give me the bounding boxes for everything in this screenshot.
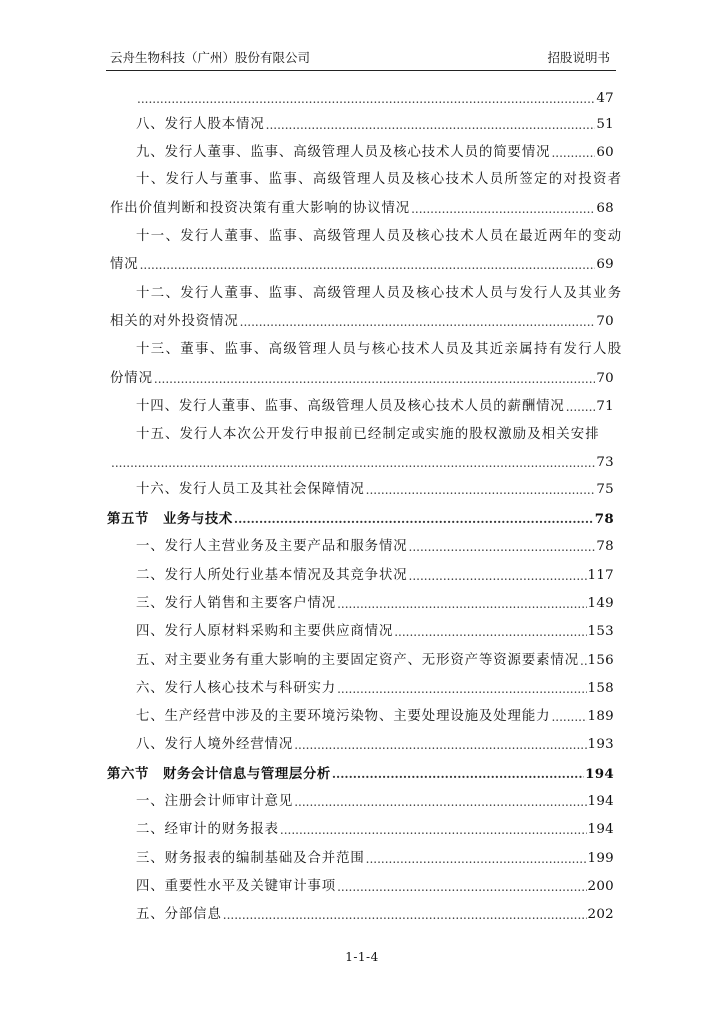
toc-entry-title: 七、生产经营中涉及的主要环境污染物、主要处理设施及处理能力 — [136, 709, 551, 724]
toc-entry[interactable] — [110, 621, 614, 641]
dot-leader — [332, 765, 584, 783]
toc-entry-title: 三、发行人销售和主要客户情况 — [136, 596, 337, 611]
dot-leader — [280, 821, 587, 839]
toc-page-number: 153 — [587, 624, 614, 639]
page-number-footer: 1-1-4 — [345, 950, 379, 964]
toc-entry[interactable] — [110, 169, 623, 189]
toc-entry-title: 五、分部信息 — [136, 907, 222, 922]
toc-entry-title-line2: 相关的对外投资情况 — [110, 314, 239, 329]
toc-entry[interactable] — [110, 876, 614, 896]
toc-page-number: 73 — [596, 455, 614, 470]
toc-entry-title: 五、对主要业务有重大影响的主要固定资产、无形资产等资源要素情况 — [136, 653, 580, 668]
toc-entry[interactable] — [110, 593, 614, 613]
toc-section-title: 第五节 业务与技术 — [107, 511, 233, 527]
toc-page-number: 69 — [596, 257, 614, 272]
toc-entry-title: 四、重要性水平及关键审计事项 — [136, 879, 337, 894]
toc-entry-title: 六、发行人核心技术与科研实力 — [136, 681, 337, 696]
toc-entry[interactable] — [110, 678, 614, 698]
toc-entry-title: 四、发行人原材料采购和主要供应商情况 — [136, 624, 394, 639]
toc-page-number: 193 — [587, 737, 614, 752]
dot-leader — [366, 850, 587, 868]
dot-leader — [337, 878, 586, 896]
toc-entry-continuation[interactable] — [110, 88, 614, 108]
toc-page-number: 199 — [587, 851, 614, 866]
toc-page-number: 78 — [594, 511, 614, 527]
header-document-type: 招股说明书 — [547, 50, 610, 65]
toc-page-number: 202 — [587, 907, 614, 922]
toc-entry-title-line1: 十、发行人与董事、监事、高级管理人员及核心技术人员所签定的对投资者 — [136, 172, 623, 187]
toc-entry[interactable] — [110, 142, 614, 162]
dot-leader — [394, 623, 586, 641]
toc-entry-title-line1: 十三、董事、监事、高级管理人员与核心技术人员及其近亲属持有发行人股 — [136, 342, 623, 357]
toc-entry[interactable] — [110, 848, 614, 868]
header-company-name: 云舟生物科技（广州）股份有限公司 — [110, 50, 311, 65]
dot-leader — [411, 200, 595, 218]
dot-leader — [337, 680, 586, 698]
dot-leader — [551, 144, 595, 162]
toc-page-number: 117 — [587, 568, 614, 583]
toc-entry-title-line2: 份情况 — [110, 371, 153, 386]
dot-leader — [234, 510, 594, 528]
toc-section-title: 第六节 财务会计信息与管理层分析 — [107, 766, 331, 782]
dot-leader — [409, 567, 587, 585]
toc-entry[interactable] — [110, 226, 623, 246]
dot-leader — [409, 538, 596, 556]
toc-entry-title: 三、财务报表的编制基础及合并范围 — [136, 851, 365, 866]
dot-leader — [137, 90, 595, 108]
toc-entry[interactable] — [110, 339, 623, 359]
toc-page-number: 189 — [587, 709, 614, 724]
dot-leader — [223, 906, 587, 924]
dot-leader — [154, 370, 595, 388]
toc-entry-continued[interactable] — [110, 254, 614, 274]
toc-page-number: 70 — [596, 314, 614, 329]
toc-entry-title: 十六、发行人员工及其社会保障情况 — [136, 482, 365, 497]
toc-entry-title: 二、发行人所处行业基本情况及其竞争状况 — [136, 568, 408, 583]
toc-page-number: 78 — [596, 539, 614, 554]
dot-leader — [566, 398, 596, 416]
toc-entry-title-line2: 作出价值判断和投资决策有重大影响的协议情况 — [110, 201, 411, 216]
toc-entry-continued[interactable] — [110, 198, 614, 218]
toc-entry-title-line1: 十二、发行人董事、监事、高级管理人员及核心技术人员与发行人及其业务 — [136, 286, 623, 301]
dot-leader — [294, 793, 586, 811]
toc-entry[interactable] — [110, 283, 623, 303]
dot-leader — [266, 116, 596, 134]
dot-leader — [337, 595, 586, 613]
toc-page-number: 71 — [596, 399, 614, 414]
page-header — [106, 46, 616, 71]
toc-section-5[interactable] — [107, 508, 614, 528]
toc-page-number: 149 — [587, 596, 614, 611]
toc-entry[interactable] — [110, 904, 614, 924]
toc-page-number: 60 — [596, 145, 614, 160]
toc-entry[interactable] — [110, 819, 614, 839]
toc-page-number: 200 — [587, 879, 614, 894]
dot-leader — [140, 256, 596, 274]
toc-entry[interactable] — [110, 565, 614, 585]
toc-entry-title: 九、发行人董事、监事、高级管理人员及核心技术人员的简要情况 — [136, 145, 551, 160]
toc-entry-title-line1: 十五、发行人本次公开发行申报前已经制定或实施的股权激励及相关安排 — [136, 427, 600, 442]
toc-entry[interactable] — [110, 536, 614, 556]
toc-page-number: 194 — [585, 766, 614, 782]
toc-page-number: 158 — [587, 681, 614, 696]
toc-entry-title: 八、发行人境外经营情况 — [136, 737, 294, 752]
toc-entry-title-line1: 十一、发行人董事、监事、高级管理人员及核心技术人员在最近两年的变动 — [136, 229, 623, 244]
toc-entry[interactable] — [110, 479, 614, 499]
toc-entry-title: 八、发行人股本情况 — [136, 117, 265, 132]
toc-entry-title: 一、注册会计师审计意见 — [136, 794, 294, 809]
toc-entry[interactable] — [110, 424, 614, 444]
toc-entry[interactable] — [110, 734, 614, 754]
toc-page-number: 156 — [587, 653, 614, 668]
toc-page-number: 75 — [596, 482, 614, 497]
dot-leader — [111, 454, 595, 472]
toc-page-number: 70 — [596, 371, 614, 386]
toc-entry-continued[interactable] — [110, 368, 614, 388]
toc-entry-title: 二、经审计的财务报表 — [136, 822, 279, 837]
dot-leader — [551, 708, 586, 726]
dot-leader — [294, 736, 586, 754]
toc-page-number: 51 — [596, 117, 614, 132]
dot-leader — [240, 313, 596, 331]
toc-entry-title-line2: 情况 — [110, 257, 139, 272]
toc-entry-continued[interactable] — [110, 311, 614, 331]
dot-leader — [580, 652, 587, 670]
toc-page-number: 194 — [587, 822, 614, 837]
toc-page-number: 47 — [596, 91, 614, 106]
toc-entry[interactable] — [110, 650, 614, 670]
toc-page-number: 68 — [596, 201, 614, 216]
toc-entry-title: 十四、发行人董事、监事、高级管理人员及核心技术人员的薪酬情况 — [136, 399, 565, 414]
toc-page-number: 194 — [587, 794, 614, 809]
toc-entry[interactable] — [110, 114, 614, 134]
toc-entry-continued[interactable] — [110, 452, 614, 472]
toc-entry[interactable] — [110, 396, 614, 416]
toc-section-6[interactable] — [107, 763, 614, 783]
dot-leader — [366, 481, 596, 499]
toc-entry-title: 一、发行人主营业务及主要产品和服务情况 — [136, 539, 408, 554]
toc-entry[interactable] — [110, 706, 614, 726]
toc-entry[interactable] — [110, 791, 614, 811]
